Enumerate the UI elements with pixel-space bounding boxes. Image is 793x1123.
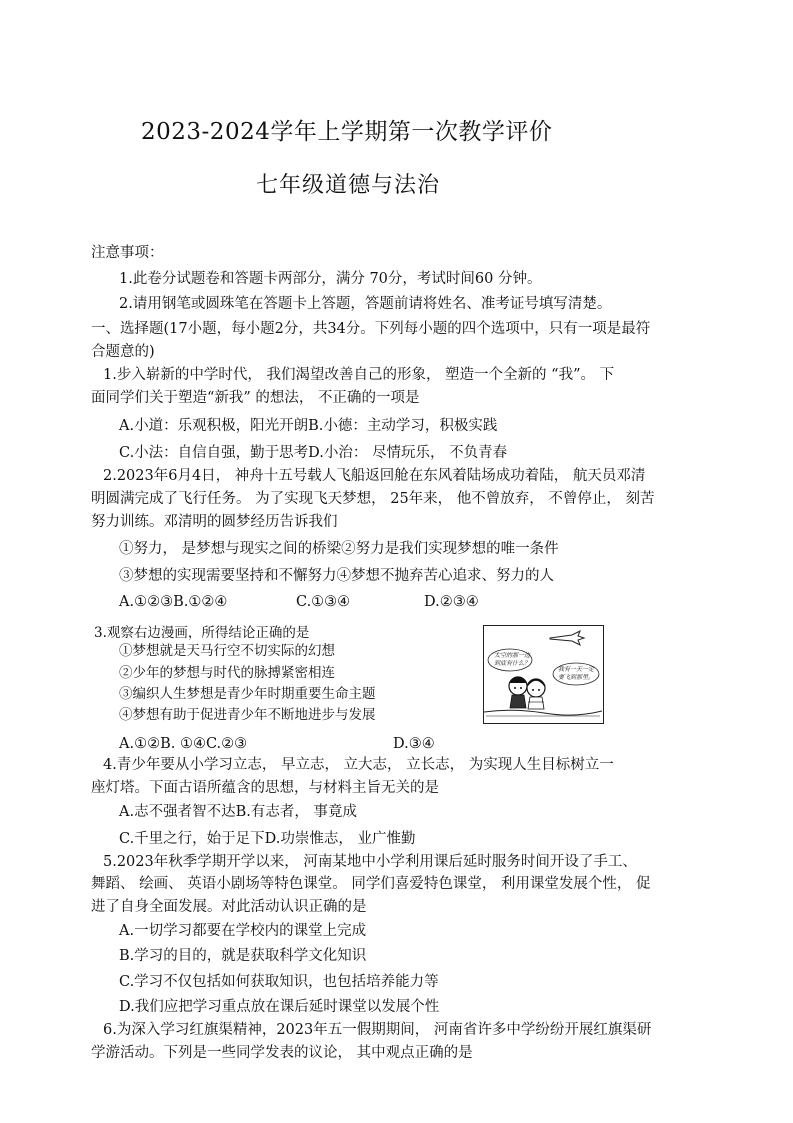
question-5-option-c: C.学习不仅包括如何获取知识，也包括培养能力等 bbox=[119, 974, 439, 990]
section-heading-cont: 合题意的) bbox=[91, 344, 155, 360]
question-3-option-d: D.③④ bbox=[393, 736, 435, 752]
question-2-option-c: C.①③④ bbox=[296, 594, 351, 610]
question-2-stem-cont: 努力训练。邓清明的圆梦经历告诉我们 bbox=[91, 514, 338, 530]
cartoon-illustration bbox=[483, 625, 604, 724]
page-title: 2023-2024学年上学期第一次教学评价 bbox=[141, 119, 553, 145]
notes-item-1: 1.此卷分试题卷和答题卡两部分，满分 70分，考试时间60 分钟。 bbox=[119, 271, 542, 287]
cartoon-bubble-left-line2: 到底有什么？ bbox=[494, 660, 531, 667]
question-1-stem: 1.步入崭新的中学时代， 我们渴望改善自己的形象， 塑造一个全新的 “我”。 下 bbox=[103, 367, 615, 383]
question-1-stem-cont: 面同学们关于塑造“新我” 的想法， 不正确的一项是 bbox=[91, 390, 420, 406]
question-1-options-cd: C.小法：自信自强，勤于思考D.小治： 尽情玩乐， 不负青春 bbox=[119, 445, 508, 461]
notes-item-2: 2.请用钢笔或圆珠笔在答题卡上答题，答题前请将姓名、准考证号填写清楚。 bbox=[119, 296, 612, 312]
question-4-stem-cont: 座灯塔。下面古语所蕴含的思想，与材料主旨无关的是 bbox=[91, 780, 439, 796]
question-5-stem-cont: 进了自身全面发展。对此活动认识正确的是 bbox=[91, 899, 367, 915]
question-4-options-ab: A.志不强者智不达B.有志者， 事竟成 bbox=[119, 804, 357, 820]
question-5-option-d: D.我们应把学习重点放在课后延时课堂以发展个性 bbox=[119, 999, 440, 1015]
notes-heading: 注意事项： bbox=[91, 245, 164, 261]
question-2-statements-12: ①努力， 是梦想与现实之间的桥梁②努力是我们实现梦想的唯一条件 bbox=[119, 541, 559, 557]
question-3-statement-4: ④梦想有助于促进青少年不断地进步与发展 bbox=[119, 707, 376, 723]
question-5-option-b: B.学习的目的，就是获取科学文化知识 bbox=[119, 948, 367, 964]
question-4-options-cd: C.千里之行，始于足下D.功崇惟志， 业广惟勤 bbox=[119, 831, 416, 847]
page-subtitle: 七年级道德与法治 bbox=[256, 173, 441, 198]
question-2-stem: 2.2023年6月4日， 神舟十五号载人飞船返回舱在东风着陆场成功着陆， 航天员邓清 bbox=[103, 468, 646, 484]
cartoon-bubble-right-line1: 我有一天一定 bbox=[558, 666, 595, 673]
cartoon-bubble-right-line2: 要飞到那里。 bbox=[558, 674, 595, 681]
cartoon-bubble-left-line1: 太空的那一边 bbox=[494, 652, 531, 659]
question-3-statement-1: ①梦想就是天马行空不切实际的幻想 bbox=[119, 643, 335, 659]
question-2-stem-cont: 明圆满完成了飞行任务。 为了实现飞天梦想， 25年来， 他不曾放弃， 不曾停止， 刻苦 bbox=[91, 491, 655, 507]
question-2-option-d: D.②③④ bbox=[424, 594, 479, 610]
question-4-stem: 4.青少年要从小学习立志， 早立志， 立大志， 立长志， 为实现人生目标树立一 bbox=[103, 757, 614, 773]
question-6-stem-cont: 学游活动。下列是一些同学发表的议论， 其中观点正确的是 bbox=[91, 1045, 473, 1061]
question-2-option-ab: A.①②③B.①②④ bbox=[119, 594, 228, 610]
question-5-option-a: A.一切学习都要在学校内的课堂上完成 bbox=[119, 923, 367, 939]
question-1-options-ab: A.小道：乐观积极，阳光开朗B.小德：主动学习，积极实践 bbox=[119, 418, 498, 434]
question-5-stem: 5.2023年秋季学期开学以来， 河南某地中小学利用课后延时服务时间开设了手工、 bbox=[103, 854, 637, 870]
question-5-stem-cont: 舞蹈、 绘画、 英语小剧场等特色课堂。 同学们喜爱特色课堂， 利用课堂发展个性， 促 bbox=[91, 876, 651, 892]
question-3-statement-2: ②少年的梦想与时代的脉搏紧密相连 bbox=[119, 665, 335, 681]
question-3-stem: 3.观察右边漫画，所得结论正确的是 bbox=[94, 625, 310, 641]
question-6-stem: 6.为深入学习红旗渠精神，2023年五一假期期间， 河南省许多中学纷纷开展红旗渠研 bbox=[103, 1022, 652, 1038]
section-heading: 一、选择题(17小题，每小题2分，共34分。下列每小题的四个选项中，只有一项是最符 bbox=[91, 321, 651, 337]
question-3-statement-3: ③编织人生梦想是青少年时期重要生命主题 bbox=[119, 686, 376, 702]
question-3-option-abc: A.①②B. ①④C.②③ bbox=[119, 736, 248, 752]
question-2-statements-34: ③梦想的实现需要坚持和不懈努力④梦想不抛弃苦心追求、努力的人 bbox=[119, 568, 554, 584]
